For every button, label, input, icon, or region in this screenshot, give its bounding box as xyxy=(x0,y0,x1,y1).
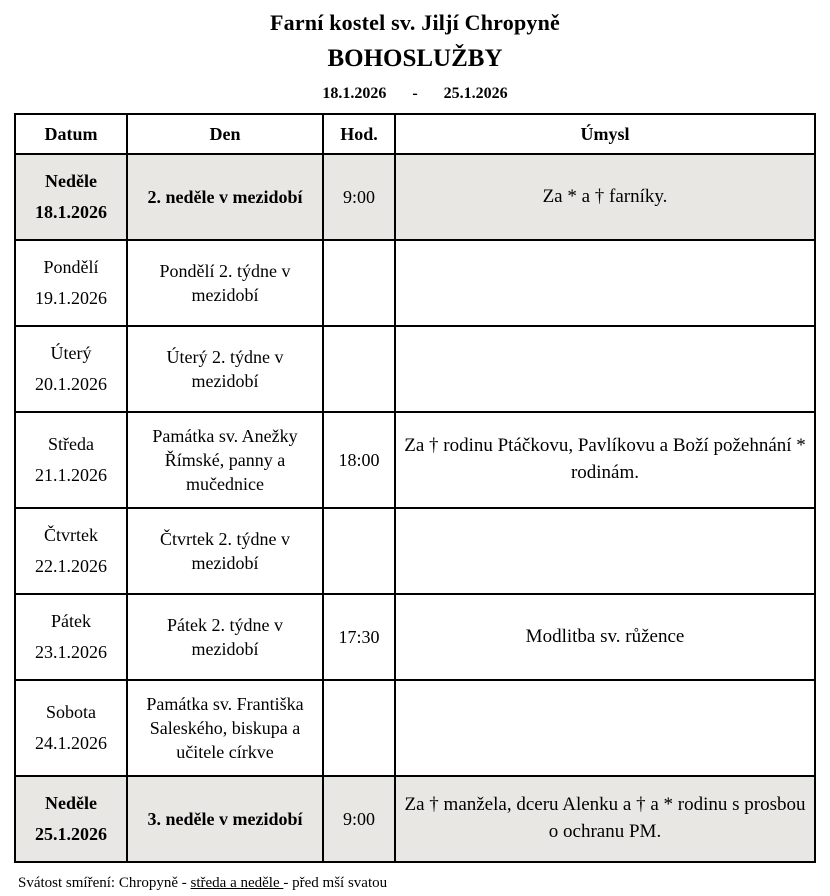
cell-day: Pondělí 2. týdne v mezidobí xyxy=(127,240,323,326)
cell-day-name: Sobota xyxy=(45,701,96,722)
cell-day-name: Pondělí xyxy=(43,256,99,277)
cell-date-value: 19.1.2026 xyxy=(35,288,107,308)
cell-day: Úterý 2. týdne v mezidobí xyxy=(127,326,323,412)
date-from: 18.1.2026 xyxy=(322,85,387,102)
cell-hour: 9:00 xyxy=(323,776,395,862)
cell-day: Památka sv. Anežky Římské, panny a mučednice xyxy=(127,412,323,508)
cell-date-value: 23.1.2026 xyxy=(35,642,107,662)
cell-day: 3. neděle v mezidobí xyxy=(127,776,323,862)
cell-date xyxy=(15,326,127,412)
page-title: BOHOSLUŽBY xyxy=(327,45,503,72)
cell-hour xyxy=(323,240,395,326)
cell-intent: Za * a † farníky. xyxy=(395,154,815,240)
footer-underlined: středa a neděle xyxy=(190,875,284,891)
table-row xyxy=(15,508,815,594)
footer-suffix: - před mší svatou xyxy=(283,875,388,891)
footer-note xyxy=(14,875,816,892)
cell-hour xyxy=(323,680,395,776)
column-header-date: Datum xyxy=(15,114,127,154)
cell-date xyxy=(15,240,127,326)
cell-date xyxy=(15,412,127,508)
cell-date xyxy=(15,508,127,594)
cell-date-value: 22.1.2026 xyxy=(35,556,107,576)
cell-date-value: 18.1.2026 xyxy=(35,202,107,222)
cell-day-name: Neděle xyxy=(45,170,97,191)
cell-hour: 9:00 xyxy=(323,154,395,240)
table-row xyxy=(15,412,815,508)
cell-date-value: 25.1.2026 xyxy=(35,824,107,844)
table-header-row xyxy=(15,114,815,154)
cell-hour xyxy=(323,508,395,594)
cell-hour: 18:00 xyxy=(323,412,395,508)
cell-day: Pátek 2. týdne v mezidobí xyxy=(127,594,323,680)
cell-hour xyxy=(323,326,395,412)
cell-intent: Za † manžela, dceru Alenku a † a * rodinu s prosbou o ochranu PM. xyxy=(395,776,815,862)
cell-day-name: Pátek xyxy=(51,610,91,631)
column-header-day: Den xyxy=(127,114,323,154)
cell-day-name: Čtvrtek xyxy=(44,524,98,545)
footer-prefix: Svátost smíření: Chropyně - xyxy=(18,875,191,891)
column-header-hour: Hod. xyxy=(323,114,395,154)
cell-intent: Za † rodinu Ptáčkovu, Pavlíkovu a Boží požehnání * rodinám. xyxy=(395,412,815,508)
cell-day: Památka sv. Františka Saleského, biskupa a učitele církve xyxy=(127,680,323,776)
date-range xyxy=(14,85,816,103)
cell-day: Čtvrtek 2. týdne v mezidobí xyxy=(127,508,323,594)
column-header-intent: Úmysl xyxy=(395,114,815,154)
schedule-table xyxy=(14,113,816,863)
cell-day: 2. neděle v mezidobí xyxy=(127,154,323,240)
table-row xyxy=(15,594,815,680)
table-row xyxy=(15,154,815,240)
cell-date-value: 21.1.2026 xyxy=(35,465,107,485)
parish-title: Farní kostel sv. Jiljí Chropyně xyxy=(270,10,560,35)
table-row xyxy=(15,240,815,326)
table-row xyxy=(15,776,815,862)
cell-intent: Modlitba sv. růžence xyxy=(395,594,815,680)
cell-date-value: 24.1.2026 xyxy=(35,733,107,753)
cell-hour: 17:30 xyxy=(323,594,395,680)
date-dash: - xyxy=(412,85,418,102)
table-row xyxy=(15,680,815,776)
cell-date-value: 20.1.2026 xyxy=(35,374,107,394)
cell-intent xyxy=(395,326,815,412)
cell-date xyxy=(15,154,127,240)
cell-day-name: Středa xyxy=(48,433,94,454)
cell-intent xyxy=(395,508,815,594)
cell-date xyxy=(15,594,127,680)
cell-day-name: Neděle xyxy=(45,792,97,813)
cell-date xyxy=(15,680,127,776)
table-row xyxy=(15,326,815,412)
cell-day-name: Úterý xyxy=(50,342,92,363)
cell-date xyxy=(15,776,127,862)
cell-intent xyxy=(395,240,815,326)
cell-intent xyxy=(395,680,815,776)
date-to: 25.1.2026 xyxy=(443,85,508,102)
